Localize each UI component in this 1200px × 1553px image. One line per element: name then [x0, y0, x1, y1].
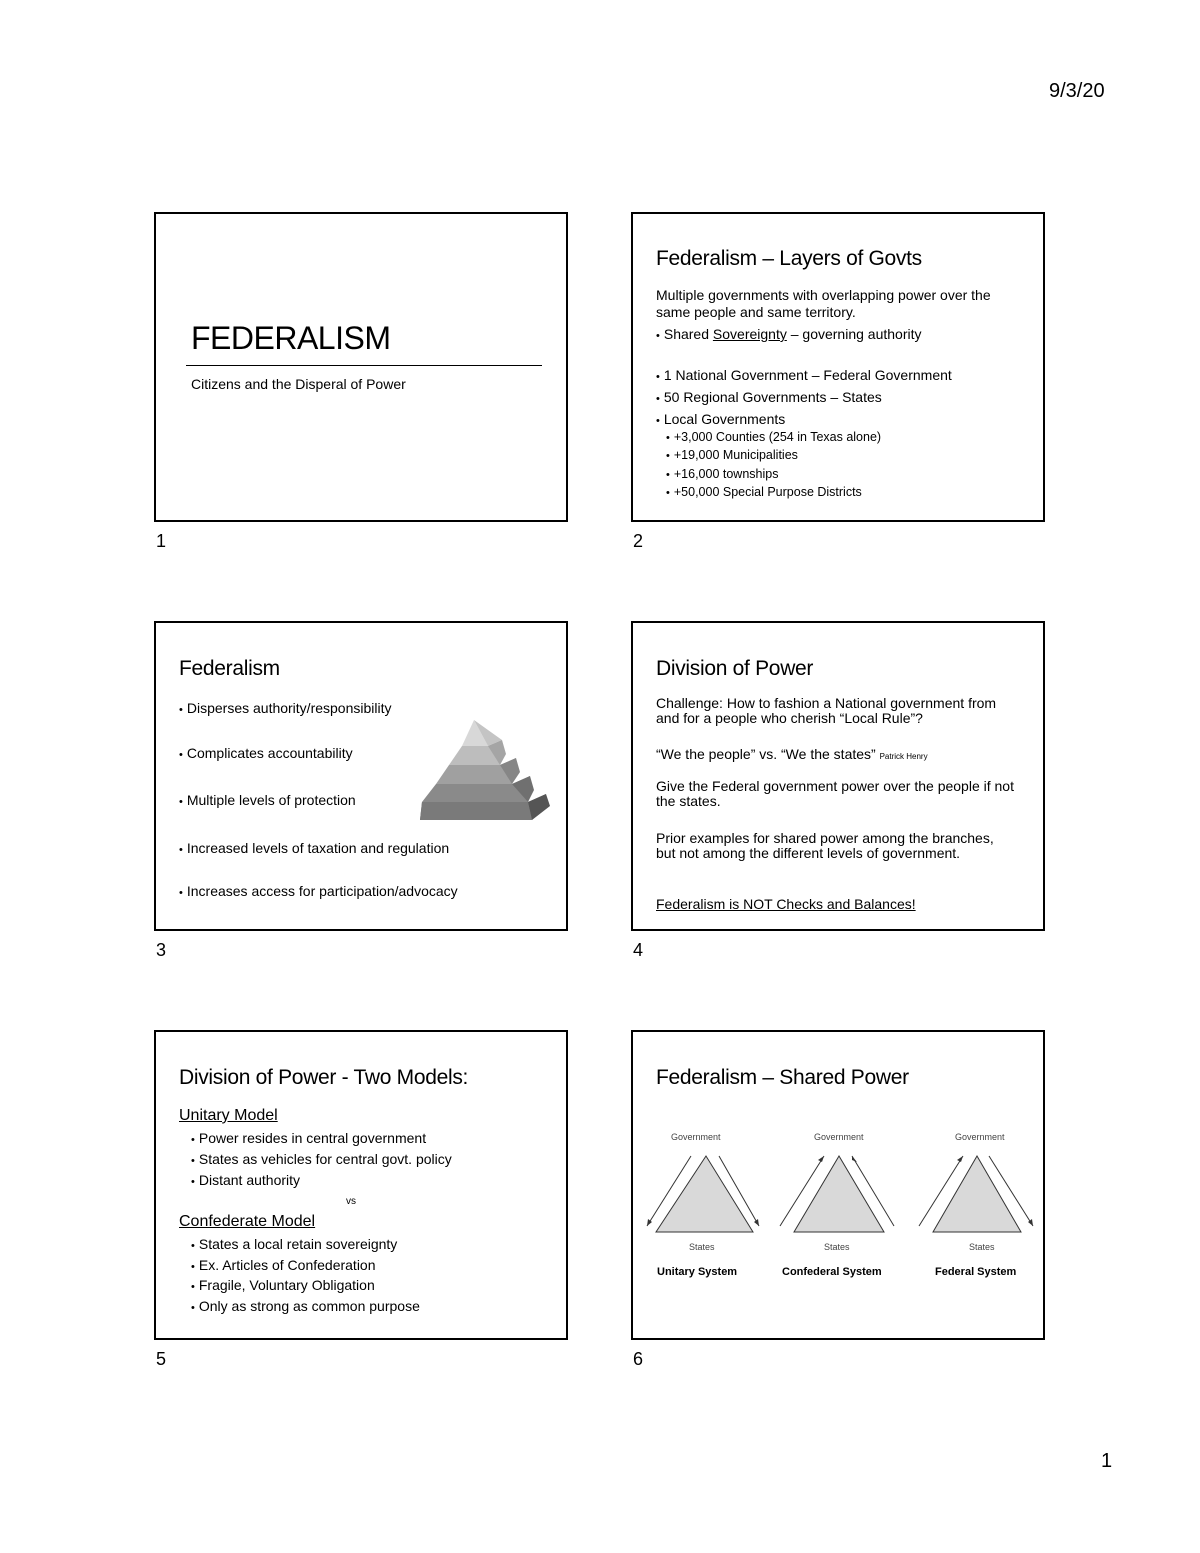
slide-3-bullet: • Disperses authority/responsibility [179, 700, 392, 719]
slide-2 [631, 212, 1045, 522]
slide-3-number: 3 [156, 940, 167, 960]
vs-label: vs [346, 1196, 356, 1207]
slide-4-number: 4 [633, 940, 644, 960]
slide-4-emphasis: Federalism is NOT Checks and Balances! [656, 896, 916, 912]
slide-3-bullet: • Increased levels of taxation and regulation [179, 840, 449, 859]
shared-suffix: – governing authority [786, 326, 922, 342]
slide-1-title: FEDERALISM [191, 320, 391, 356]
slide-5-title: Division of Power - Two Models: [179, 1066, 469, 1089]
slide-1-subtitle: Citizens and the Disperal of Power [191, 376, 406, 392]
page-date: 9/3/20 [1049, 80, 1105, 102]
slide-4 [631, 621, 1045, 931]
slide-3-bullet: • Increases access for participation/advocacy [179, 883, 458, 902]
slide-2-sub-bullet: • +19,000 Municipalities [666, 446, 798, 465]
slide-1-number: 1 [156, 531, 167, 551]
page-number: 1 [1101, 1450, 1113, 1472]
confederate-point: • Ex. Articles of Confederation [191, 1257, 376, 1276]
diagram-top-label: Government [814, 1132, 864, 1142]
slide-4-challenge: Challenge: How to fashion a National government from and for a people who cherish “Local Rule”? [656, 695, 997, 726]
federal-triangle-icon [915, 1144, 1039, 1244]
slide-2-bullet: • Local Governments [656, 411, 785, 430]
slide-4-quote [656, 746, 928, 765]
diagram-top-label: Government [671, 1132, 721, 1142]
slide-4-title: Division of Power [656, 657, 814, 680]
shared-term: Sovereignty [712, 326, 787, 342]
slide-2-title: Federalism – Layers of Govts [656, 247, 922, 270]
confederate-point: • Fragile, Voluntary Obligation [191, 1277, 375, 1296]
slide-2-bullet: • 50 Regional Governments – States [656, 389, 882, 408]
unitary-model-heading: Unitary Model [179, 1107, 278, 1124]
confederate-model-heading: Confederate Model [179, 1213, 316, 1230]
unitary-diagram [641, 1132, 771, 1292]
confederal-diagram [776, 1132, 906, 1292]
slide-3-bullet: • Multiple levels of protection [179, 792, 356, 811]
pyramid-icon [416, 716, 556, 828]
diagram-system-label: Federal System [935, 1266, 1017, 1278]
confederate-point: • Only as strong as common purpose [191, 1298, 420, 1317]
unitary-point: • States as vehicles for central govt. policy [191, 1151, 452, 1170]
slide-2-sub-bullet: • +16,000 townships [666, 465, 778, 484]
slide-6-number: 6 [633, 1349, 644, 1369]
diagram-system-label: Confederal System [782, 1266, 882, 1278]
unitary-point: • Power resides in central government [191, 1130, 426, 1149]
diagram-bottom-label: States [969, 1242, 995, 1252]
slide-2-sub-bullet: • +3,000 Counties (254 in Texas alone) [666, 428, 881, 447]
slide-5-number: 5 [156, 1349, 167, 1369]
bullet-icon [656, 326, 664, 342]
quote-attribution: Patrick Henry [879, 752, 928, 761]
slide-5 [154, 1030, 568, 1340]
slide-6 [631, 1030, 1045, 1340]
slide-3-bullet: • Complicates accountability [179, 745, 353, 764]
confederate-point: • States a local retain sovereignty [191, 1236, 397, 1255]
diagram-system-label: Unitary System [657, 1266, 738, 1278]
diagram-bottom-label: States [824, 1242, 850, 1252]
slide-3-title: Federalism [179, 657, 280, 680]
slide-2-shared-sovereignty [656, 326, 921, 345]
unitary-triangle-icon [641, 1144, 771, 1244]
shared-prefix: Shared [663, 326, 713, 342]
confederal-triangle-icon [776, 1144, 906, 1244]
diagram-top-label: Government [955, 1132, 1005, 1142]
slide-6-title: Federalism – Shared Power [656, 1066, 909, 1089]
slide-2-intro: Multiple governments with overlapping power over the same people and same territory. [656, 287, 991, 320]
title-divider [186, 365, 542, 366]
slide-2-number: 2 [633, 531, 644, 551]
slide-4-prior-examples: Prior examples for shared power among the branches, but not among the different levels of government. [656, 830, 994, 861]
unitary-point: • Distant authority [191, 1172, 300, 1191]
federal-diagram [915, 1132, 1045, 1292]
slide-4-federal-power: Give the Federal government power over the people if not the states. [656, 778, 1014, 809]
slide-2-bullet: • 1 National Government – Federal Government [656, 367, 952, 386]
slide-3 [154, 621, 568, 931]
slide-2-sub-bullet: • +50,000 Special Purpose Districts [666, 483, 862, 502]
quote-text: “We the people” vs. “We the states” [656, 746, 876, 762]
slide-1 [154, 212, 568, 522]
diagram-bottom-label: States [689, 1242, 715, 1252]
